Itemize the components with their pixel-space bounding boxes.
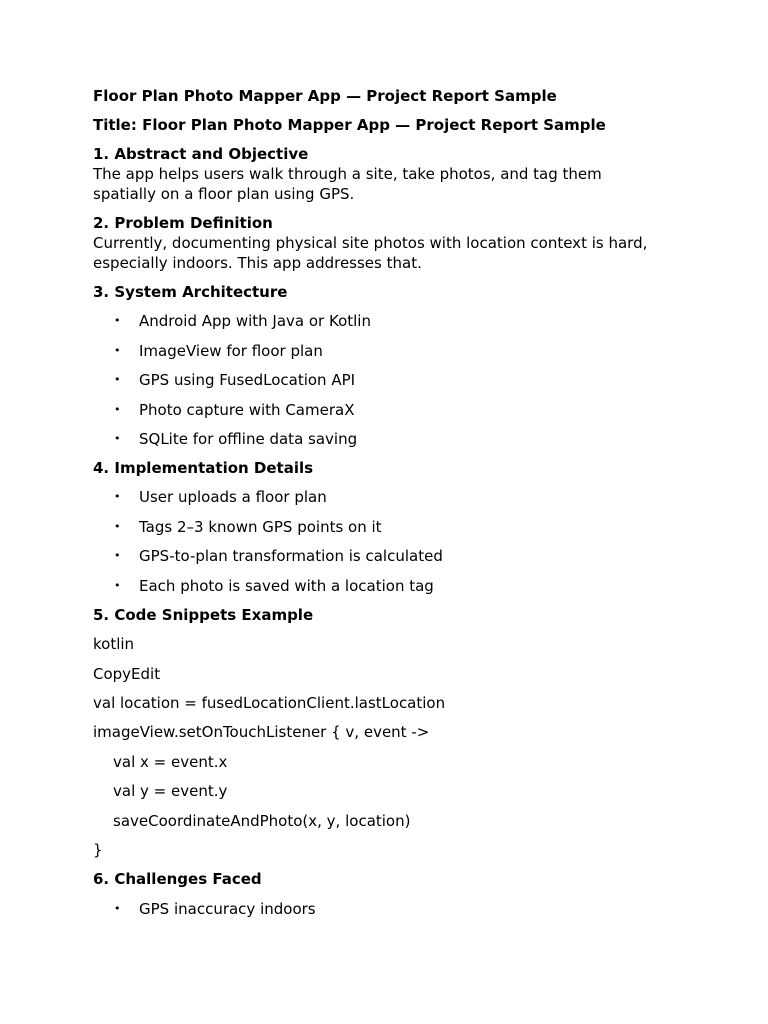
abstract-text-line-1: The app helps users walk through a site, take photos, and tag them (93, 165, 602, 183)
list-item (93, 487, 733, 507)
list-item (93, 899, 733, 919)
implementation-list (93, 487, 733, 595)
list-item (93, 576, 733, 596)
document-header: Floor Plan Photo Mapper App — Project Report Sample (93, 87, 557, 105)
architecture-list (93, 311, 733, 449)
list-item-text: Photo capture with CameraX (139, 400, 355, 419)
bullet-icon: • (114, 431, 121, 445)
section-heading-challenges: 6. Challenges Faced (93, 870, 262, 889)
section-heading-architecture: 3. System Architecture (93, 283, 288, 301)
list-item (93, 400, 733, 420)
code-line: imageView.setOnTouchListener { v, event -> (93, 723, 430, 742)
challenges-list (93, 899, 733, 919)
problem-text-line-2: especially indoors. This app addresses that. (93, 254, 422, 272)
list-item (93, 429, 733, 449)
bullet-icon: • (114, 519, 121, 533)
document-title: Title: Floor Plan Photo Mapper App — Project Report Sample (93, 116, 606, 134)
list-item-text: GPS using FusedLocation API (139, 371, 356, 390)
list-item (93, 311, 733, 331)
list-item (93, 517, 733, 537)
section-heading-problem: 2. Problem Definition (93, 214, 273, 232)
list-item-text: ImageView for floor plan (139, 341, 323, 360)
list-item-text: Android App with Java or Kotlin (139, 312, 371, 331)
code-language-label: kotlin (93, 635, 135, 654)
bullet-icon: • (114, 402, 121, 416)
section-heading-implementation: 4. Implementation Details (93, 458, 314, 477)
bullet-icon: • (114, 373, 121, 387)
list-item-text: GPS-to-plan transformation is calculated (139, 547, 443, 566)
section-heading-code: 5. Code Snippets Example (93, 605, 314, 624)
code-line: } (93, 841, 103, 860)
code-line: val location = fusedLocationClient.lastLocation (93, 694, 446, 713)
bullet-icon: • (114, 578, 121, 592)
code-line: val x = event.x (113, 752, 228, 771)
list-item (93, 341, 733, 361)
bullet-icon: • (114, 343, 121, 357)
list-item-text: GPS inaccuracy indoors (139, 899, 316, 918)
list-item-text: User uploads a floor plan (139, 488, 327, 507)
list-item (93, 546, 733, 566)
list-item-text: Each photo is saved with a location tag (139, 576, 434, 595)
problem-text-line-1: Currently, documenting physical site photos with location context is hard, (93, 234, 648, 252)
code-line: saveCoordinateAndPhoto(x, y, location) (113, 811, 411, 830)
list-item-text: SQLite for offline data saving (139, 429, 358, 448)
list-item-text: Tags 2–3 known GPS points on it (139, 517, 382, 536)
bullet-icon: • (114, 314, 121, 328)
list-item (93, 370, 733, 390)
section-heading-abstract: 1. Abstract and Objective (93, 145, 309, 163)
bullet-icon: • (114, 549, 121, 563)
abstract-text-line-2: spatially on a floor plan using GPS. (93, 185, 355, 203)
document-page (93, 86, 733, 919)
bullet-icon: • (114, 901, 121, 915)
bullet-icon: • (114, 490, 121, 504)
copy-edit-label: CopyEdit (93, 664, 161, 683)
code-line: val y = event.y (113, 782, 228, 801)
